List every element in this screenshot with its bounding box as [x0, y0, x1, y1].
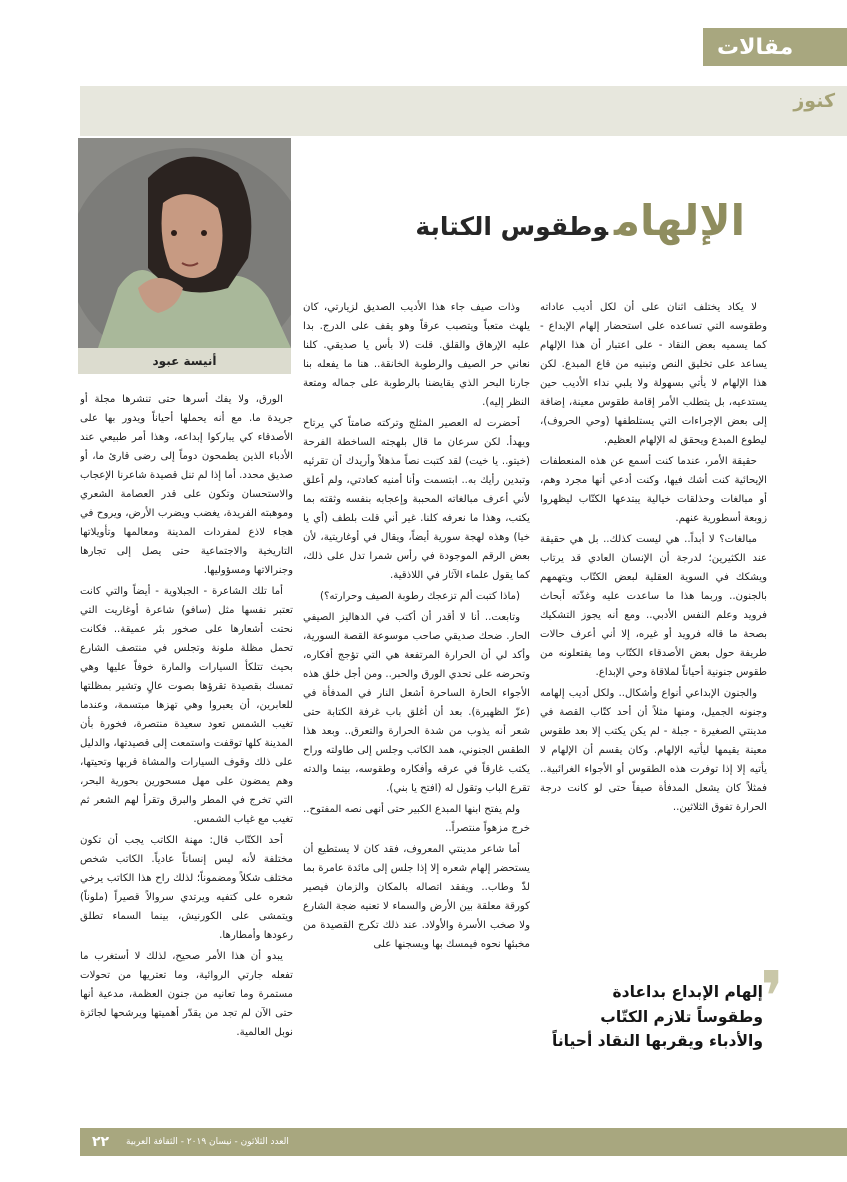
section-band: [80, 86, 847, 136]
pull-quote: إلهام الإبداع بداعادة وطقوساً تلازم الكتّاب والأدباء ويقربها النقاد أحياناً: [552, 983, 763, 1050]
section-tab: [703, 28, 847, 66]
paragraph: أما شاعر مدينتي المعروف، فقد كان لا يستطيع أن يستحضر إلهام شعره إلا إذا جلس إلى مائدة عامرة بما لذّ وطاب.. ويفقد اتصاله بالمكان والزمان فيصير كورقة معلقة بين الأرض والسماء لا تعنيه ضجة الشارع ولا صخب الأسرة والأولاد. عند ذلك تكرج القصيدة من مخبئها نحوه فيمسك بها ويسجنها على: [303, 844, 530, 950]
paragraph: يبدو أن هذا الأمر صحيح، لذلك لا أستغرب ما تفعله جارتي الروائية، وما تعتريها من تحولات مستمرة وما تعانيه من جنون العظمة، مدعية أنها حتى الآن لم تجد من يقدّر أهميتها ويرشحها لجائزة نوبل العالمية.: [80, 951, 293, 1038]
headline-sub: وطقوس الكتابة: [415, 212, 609, 241]
article-headline: [415, 196, 745, 245]
paragraph: أحد الكتّاب قال: مهنة الكاتب يجب أن تكون مختلفة لأنه ليس إنساناً عادياً. الكاتب شخص مختلف شكلاً ومضموناً؛ لذلك راح هذا الكاتب يرخي شعره على كتفيه ويرتدي سروالاً قصيراً (ملوناً) ويتمشى على الكورنيش، بينما السماء تطلق رعودها وأمطارها.: [80, 835, 293, 941]
paragraph: والجنون الإبداعي أنواع وأشكال.. ولكل أديب إلهامه وجنونه الجميل، ومنها مثلاً أن أحد كتّاب القصة في مدينتي الصغيرة - جبلة - لم يكن يكتب إلا بعد طقوس معينة يقيمها ليأتيه الإلهام. وكان يقسم أن الإلهام لا يأتيه إلا إذا توفرت هذه الطقوس أو الأجواء الغرائبية.. فمثلاً كان يشعل المدفأة صيفاً حتى لو كانت درجة الحرارة تفوق الثلاثين..: [540, 688, 767, 813]
paragraph: الورق، ولا يفك أسرها حتى تنشرها مجلة أو جريدة ما. مع أنه يحملها أحياناً ويدور بها على الأصدقاء كي يباركوا إبداعه، وهذا أمر طبيعي عند الأدباء الذين يطمحون دوماً إلى رضى قارئ ما، أو صديق محدد. أما إذا لم تنل قصيدة شاعرنا الإعجاب والاستحسان وتكون على قدر العصامة الشعري وموهبته الفريدة، يغضب ويضرب الأرض، ويروح في هجاء لاذع لمفردات المدينة ومعالمها وتأويلاتها التاريخية والاجتماعية حتى يصل إلى تجارها وجنرالاتها ومسؤوليها.: [80, 394, 293, 576]
paragraph: حقيقة الأمر، عندما كنت أسمع عن هذه المنعطفات الإيحائية كنت أشك فيها، وكنت أدعي أنها مجرد وهم، أو مبالغات وحذلقات خيالية يبتدعها الكتّاب ليظهروا زوبعة أسطورية عنهم.: [540, 456, 767, 524]
quote-mark-icon: ❜: [760, 956, 785, 1038]
paragraph: أما تلك الشاعرة - الجبلاوية - أيضاً والتي كانت تعتبر نفسها مثل (سافو) شاعرة أوغاريت التي نحتت أشعارها على صخور بئر عميقة.. فكانت تحمل مظلة ملونة وتجلس في منتصف الشارع بحيث تتلكأ السيارات والمارة خوفاً عليها وهي تمسك بقصيدة تقرؤها بصوت عالٍ وتشير بمظلتها للعابرين، أن يعبروا وهي تهزها مبتسمة، وعندما تغيب الشمس تعود سعيدة منتصرة، فخورة بأن المدينة كلها توقفت واستمعت إلى قصيدتها، والدليل على ذلك وقوف السيارات والمشاة قربها وتحيتها، وهم يمضون على مهل مسحورين بحورية البحر، التي تخرج في المطر والبرق وتقرأ لهم الشعر ثم تغيب مع غياب الشمس.: [80, 586, 293, 825]
paragraph: وذات صيف جاء هذا الأديب الصديق لزيارتي، كان يلهث متعباً ويتصبب عرقاً وهو يقف على الدرج. بدا عليه الإرهاق والقلق. قلت (لا بأس يا صديقي. كلنا نعاني حر الصيف والرطوبة الخانقة.. هنا ما يفعله بنا جارنا البحر الذي يقايضنا بالرطوبة على جماله ومتعة النظر إليه).: [303, 302, 530, 408]
author-portrait: [78, 138, 291, 348]
paragraph: مبالغات؟ لا أبداً.. هي ليست كذلك.. بل هي حقيقة عند الكثيرين؛ لدرجة أن الإنسان العادي قد يرتاب ويشكك في السوية العقلية لبعض الكتّاب ويتهمهم بالجنون.. وربما هذا ما ساعدت عليه وغذّته أبحاث فرويد وعلم النفس الأدبي.. ومع أنه يجوز التشكيك بصحة ما قاله فرويد أو غيره، إلا أني أعرف حالات طريفة حول بعض الأصدقاء الكتّاب وما يفتعلونه من طقوس جنونية أحياناً لملاقاة وحي الإبداع.: [540, 534, 767, 678]
paragraph: وتابعت.. أنا لا أقدر أن أكتب في الدهاليز الصيفي الحار. ضحك صديقي صاحب موسوعة القصة السورية، وأكد لي أن الحرارة المرتفعة هي التي تؤجج أفكاره، وتحرضه على تحدي الورق والحبر.. ومن أجل خلق هذه الأجواء الحارة الساحرة أشعل النار في المدفأة في (عزّ الظهيرة). بعد أن أغلق باب غرفة الكتابة حتى شعر أنه يذوب من شدة الحرارة والتعرق.. وبعد هذا الطقس الجنوني، همد الكاتب وجلس إلى طاولته وراح يكتب غارقاً في عرقه وأفكاره وطقوسه، بينما والدته تقرع الباب وتقول له (افتح يا بني).: [303, 612, 530, 794]
section-label: مقالات: [717, 34, 794, 60]
text-column-middle: [303, 298, 530, 1124]
paragraph: أحضرت له العصير المثلج وتركته صامتاً كي يرتاح ويهدأ. لكن سرعان ما قال بلهجته الساخطة الفرحة (خيتو.. يا خيت) لقد كتبت نصاً مذهلاً وأريدك أن تقرئيه وتبدين رأيك به.. ابتسمت وأنا أمنيه كعادتي، ولم أعلق لأني أعرف مبالغاته المحببة وإعجابه بنفسه وثقته بما يكتب، وهذا ما نعرفه كلنا. غير أني قلت بلطف (أي يا خيا) وهذه لهجة سورية أيضاً، ويقال في أوغاريتية، لأن بعض الرقم الموجودة في رأس شمرا تدل على ذلك، كما يقول علماء الآثار في اللاذقية.: [303, 418, 530, 581]
headline-main: الإلهام: [614, 196, 745, 245]
band-title: كنوز: [793, 90, 835, 112]
text-column-right: [540, 298, 767, 943]
page-number: ٢٢: [92, 1134, 110, 1150]
paragraph: (ماذا كتبت ألم تزعجك رطوبة الصيف وحرارته؟): [320, 591, 520, 602]
paragraph: لا يكاد يختلف اثنان على أن لكل أديب عاداته وطقوسه التي تساعده على استحضار إلهام الإبداع - كما يسميه بعض النقاد - على اعتبار أن هذا الإلهام يساعد على تخليق النص وتبنيه من قاع المبدع. لكن هذا الإلهام لا يأتي بسهولة ولا يلبي نداء الأديب حين يستدعيه، بل يتطلب الأمر إقامة طقوس معينة، إضافة إلى بعض الإجراءات التي يستلطفها (وحي الحروف)، ليطوع المبدع ويحقق له الإلهام العظيم.: [540, 302, 767, 446]
issue-info: العدد الثلاثون - نيسان ٢٠١٩ - الثقافة العربية: [126, 1137, 289, 1147]
portrait-image: [78, 138, 291, 348]
page-footer: [80, 1128, 847, 1156]
portrait-caption: أنيسة عبود: [78, 348, 291, 374]
paragraph: ولم يفتح ابنها المبدع الكبير حتى أنهى نصه المفتوح.. خرج مزهواً منتصراً..: [303, 804, 530, 834]
text-column-left: [80, 390, 293, 1124]
